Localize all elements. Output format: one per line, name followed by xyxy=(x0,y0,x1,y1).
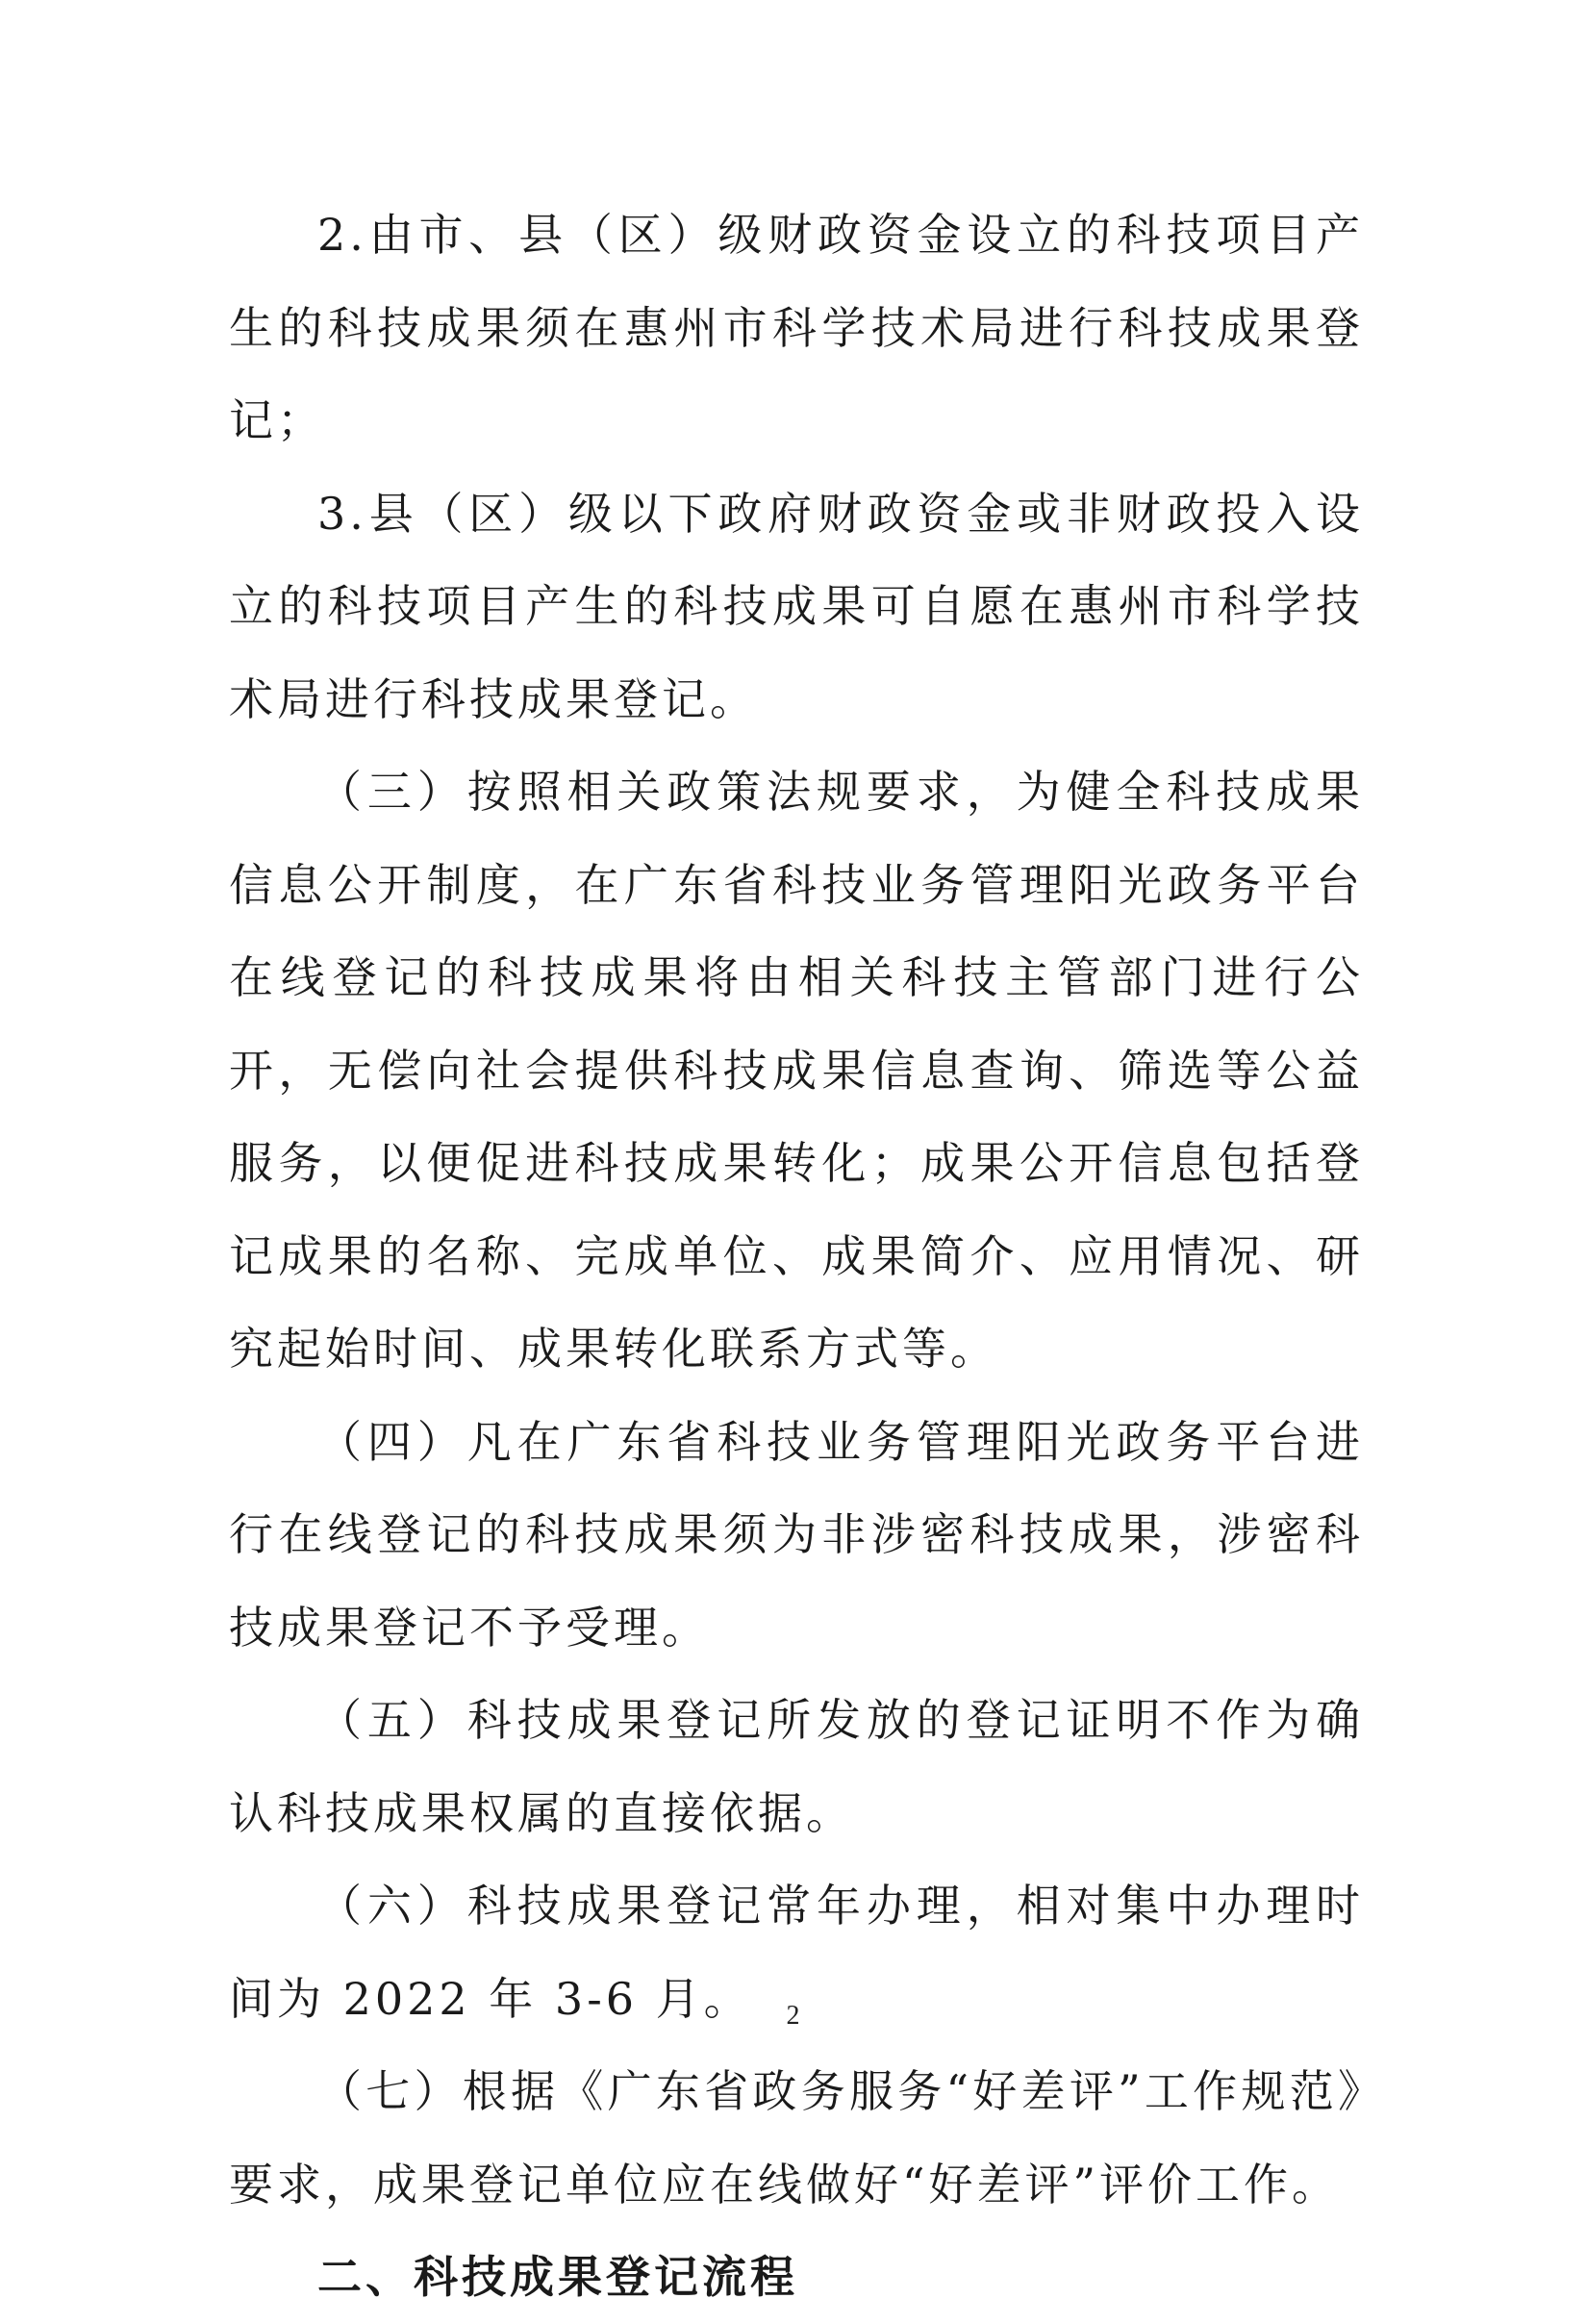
paragraph-section-7: （七）根据《广东省政务服务“好差评”工作规范》要求，成果登记单位应在线做好“好差评”评价工作。 xyxy=(229,2065,1364,2210)
page-number: 2 xyxy=(786,2001,800,2031)
paragraph-item-3: 3.县（区）级以下政府财政资金或非财政投入设立的科技项目产生的科技成果可自愿在惠州市科学技术局进行科技成果登记。 xyxy=(229,487,1364,725)
paragraph-section-5: （五）科技成果登记所发放的登记证明不作为确认科技成果权属的直接依据。 xyxy=(229,1694,1364,1839)
section-heading: 二、科技成果登记流程 xyxy=(317,2251,798,2303)
paragraph-item-2: 2.由市、县（区）级财政资金设立的科技项目产生的科技成果须在惠州市科学技术局进行科技成果登记； xyxy=(229,209,1364,446)
paragraph-section-3: （三）按照相关政策法规要求，为健全科技成果信息公开制度，在广东省科技业务管理阳光政务平台在线登记的科技成果将由相关科技主管部门进行公开，无偿向社会提供科技成果信息查询、筛选等公益服务，以便促进科技成果转化；成果公开信息包括登记成果的名称、完成单位、成果简介、应用情况、研究起始时间、成果转化联系方式等。 xyxy=(229,766,1364,1375)
paragraph-section-4: （四）凡在广东省科技业务管理阳光政务平台进行在线登记的科技成果须为非涉密科技成果，涉密科技成果登记不予受理。 xyxy=(229,1415,1364,1654)
paragraph-section-6: （六）科技成果登记常年办理，相对集中办理时间为 2022 年 3-6 月。 xyxy=(229,1880,1364,2025)
